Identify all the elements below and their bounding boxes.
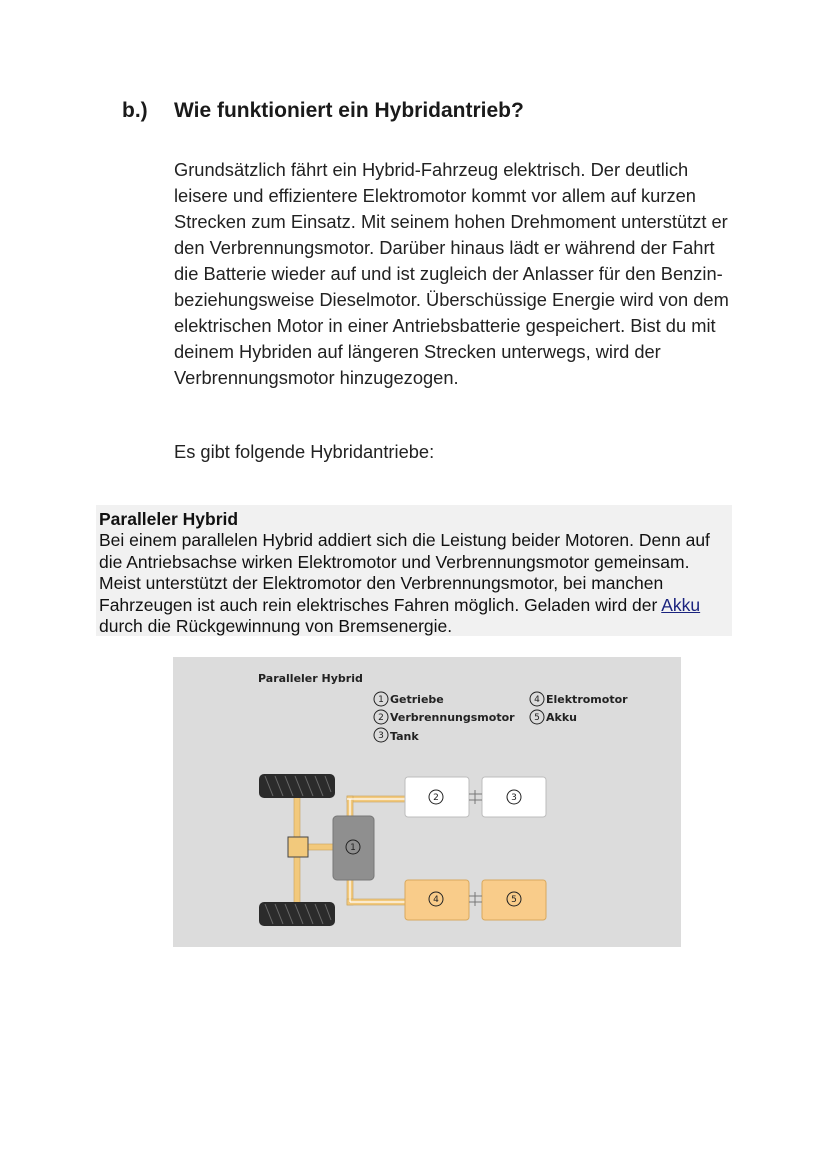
svg-text:4: 4 <box>534 695 540 705</box>
svg-text:2: 2 <box>378 713 384 723</box>
parallel-hybrid-box <box>96 505 732 636</box>
legend-label-1: Getriebe <box>390 693 444 706</box>
tank-block <box>482 777 546 817</box>
box-text-after: durch die Rückgewinnung von Bremsenergie. <box>99 616 453 636</box>
legend-label-4: Elektromotor <box>546 693 628 706</box>
box-text-before: Bei einem parallelen Hybrid addiert sich die Leistung beider Motoren. Denn auf die Antriebsachse wirken Elektromotor und Verbrennungsmotor gemeinsam. Meist unterstützt der Elektromotor den Verbrennungsmotor, bei manchen Fahrzeugen ist auch rein elektrisches Fahren möglich. Geladen wird der <box>99 530 710 615</box>
svg-text:2: 2 <box>433 793 439 803</box>
legend-label-2: Verbrennungsmotor <box>390 711 515 724</box>
hybrid-diagram <box>173 657 681 947</box>
box-text <box>99 530 731 638</box>
svg-text:5: 5 <box>534 713 540 723</box>
electric-motor-block <box>405 880 469 920</box>
svg-text:4: 4 <box>433 895 439 905</box>
differential <box>288 837 308 857</box>
svg-text:5: 5 <box>511 895 517 905</box>
intro-text: Es gibt folgende Hybridantriebe: <box>174 441 435 462</box>
section-number: b.) <box>122 99 148 122</box>
svg-text:3: 3 <box>378 731 384 741</box>
diagram-title: Paralleler Hybrid <box>258 672 363 685</box>
legend-label-5: Akku <box>546 711 577 724</box>
svg-text:1: 1 <box>378 695 384 705</box>
wheel-top <box>259 774 335 798</box>
legend-item-2 <box>374 710 515 724</box>
section-heading <box>122 99 524 123</box>
paragraph-text: Grundsätzlich fährt ein Hybrid-Fahrzeug elektrisch. Der deutlich leisere und effizientere Elektromotor kommt vor allem auf kurzen Strecken zum Einsatz. Mit seinem hohen Drehmoment unterstützt er den Verbrennungsmotor. Darüber hinaus lädt er während der Fahrt die Batterie wieder auf und ist zugleich der Anlasser für den Benzin- beziehungsweise Dieselmotor. Überschüssige Energie wird von dem elektrischen Motor in einer Antriebsbatterie gespeichert. Bist du mit deinem Hybriden auf längeren Strecken unterwegs, wird der Verbrennungsmotor hinzugezogen. <box>174 159 729 388</box>
body-paragraph <box>174 157 734 391</box>
combustion-engine-block <box>405 777 469 817</box>
legend-label-3: Tank <box>390 730 419 743</box>
section-title: Wie funktioniert ein Hybridantrieb? <box>174 99 524 122</box>
wheel-bottom <box>259 902 335 926</box>
box-title: Paralleler Hybrid <box>99 509 239 529</box>
legend-item-5 <box>530 710 577 724</box>
gearbox-block <box>333 816 374 880</box>
diagram-svg <box>173 657 681 947</box>
battery-block <box>482 880 546 920</box>
svg-text:1: 1 <box>350 843 356 853</box>
legend-item-3 <box>374 728 419 743</box>
akku-link[interactable]: Akku <box>661 594 701 615</box>
svg-text:3: 3 <box>511 793 517 803</box>
